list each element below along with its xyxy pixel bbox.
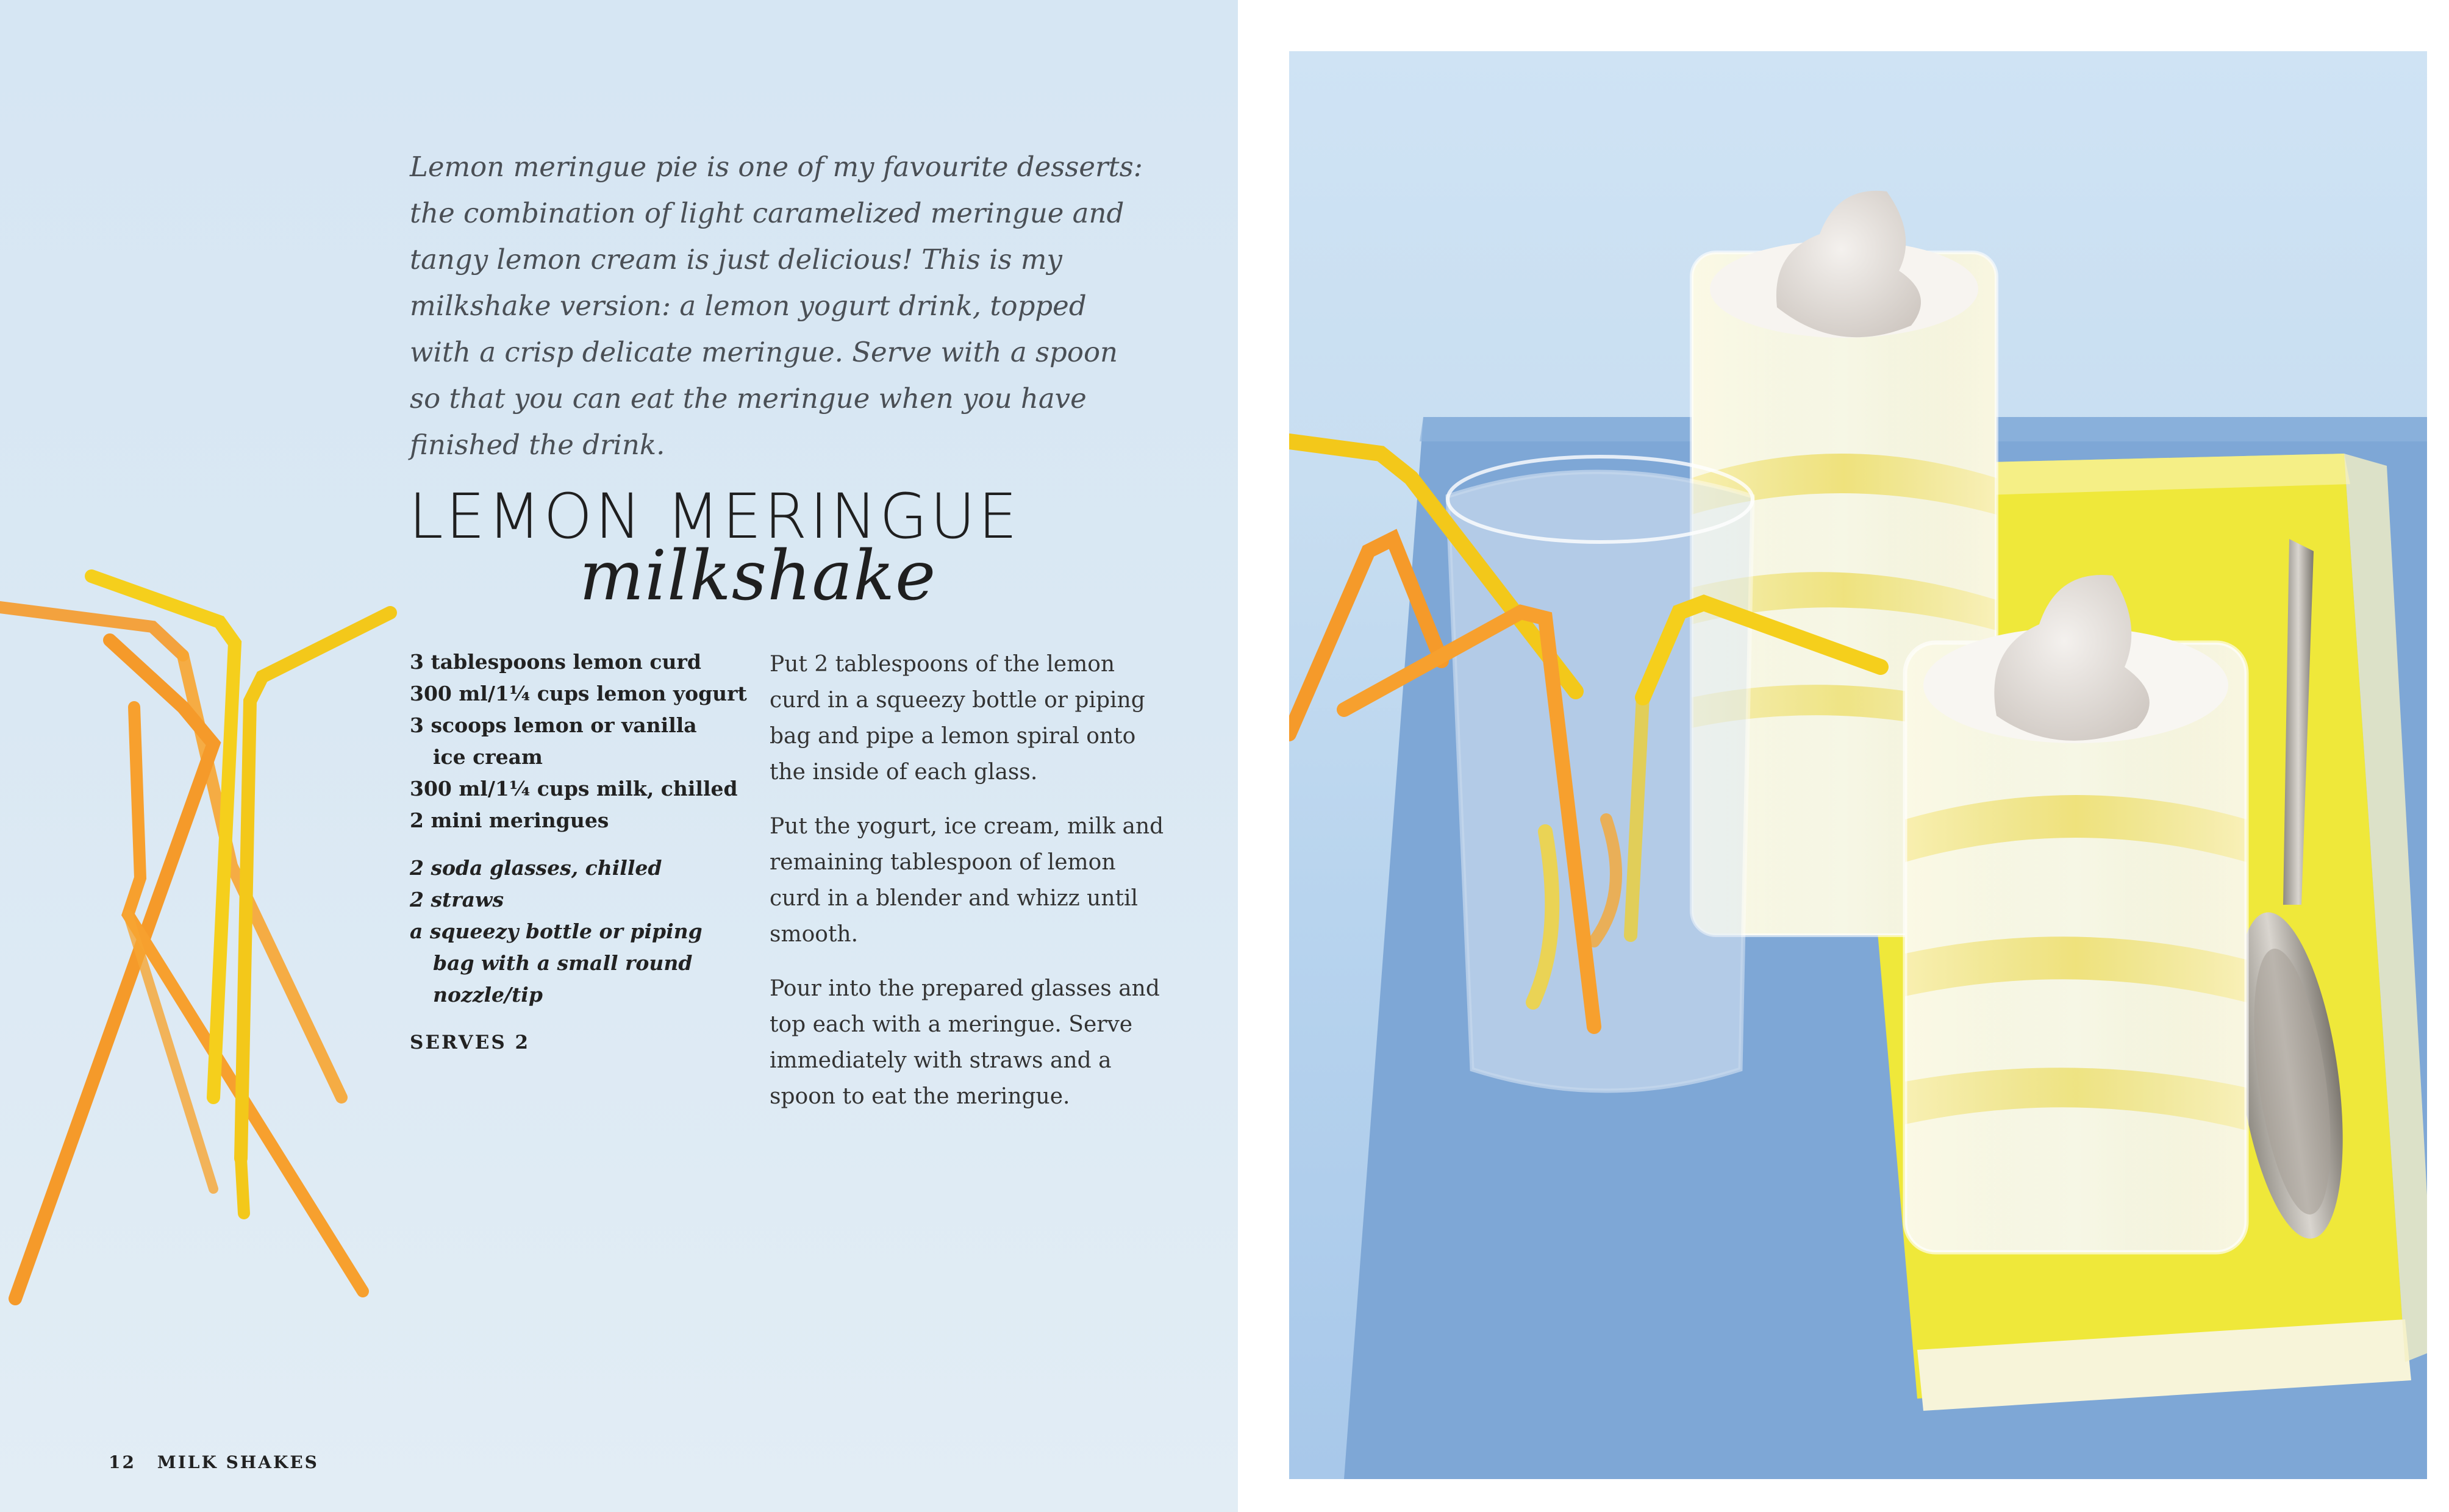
front-glass: [1905, 575, 2247, 1252]
equipment-item: 2 soda glasses, chilled: [410, 856, 662, 880]
ingredient-item: 3 tablespoons lemon curd: [410, 650, 701, 674]
milkshake-photo: [1289, 51, 2427, 1479]
method-step: Put 2 tablespoons of the lemon curd in a squeezy bottle or piping bag and pipe a lemon spiral onto the inside of each glass.: [770, 652, 1145, 785]
page-footer: [109, 1452, 319, 1472]
ingredient-item: 2 mini meringues: [410, 808, 609, 832]
section-name: MILK SHAKES: [157, 1452, 319, 1472]
empty-glass: [1448, 457, 1753, 1091]
method-steps: [770, 646, 1172, 1133]
ingredient-item: ice cream: [433, 745, 543, 769]
straws-illustration: [0, 549, 427, 1341]
serves-label: SERVES 2: [410, 1032, 531, 1054]
equipment-item: bag with a small round: [433, 951, 693, 975]
method-step: Put the yogurt, ice cream, milk and remaining tablespoon of lemon curd in a blender and whizz until smooth.: [770, 814, 1164, 947]
recipe-subtitle: milkshake: [579, 537, 937, 616]
method-step: Pour into the prepared glasses and top each with a meringue. Serve immediately with straws and a spoon to eat the meringue.: [770, 976, 1160, 1109]
equipment-item: nozzle/tip: [433, 983, 543, 1007]
recipe-title: LEMON MERINGUE: [409, 480, 1020, 553]
page-number: 12: [109, 1452, 136, 1472]
ingredient-item: 300 ml/1¼ cups lemon yogurt: [410, 682, 747, 705]
ingredient-item: 300 ml/1¼ cups milk, chilled: [410, 777, 738, 801]
ingredient-item: 3 scoops lemon or vanilla: [410, 713, 697, 737]
photo-illustration: [1289, 51, 2427, 1479]
equipment-item: 2 straws: [410, 888, 504, 911]
equipment-item: a squeezy bottle or piping: [410, 919, 703, 943]
equipment-list: [410, 852, 751, 1011]
intro-paragraph: Lemon meringue pie is one of my favourite desserts: the combination of light caramelized meringue and tangy lemon cream is just delicious! This is my milkshake version: a lemon yogurt drink, topped with a crisp delicate meringue. Serve with a spoon so that you can eat the meringue when you have finished the drink.: [410, 151, 1143, 461]
ingredients-list: [410, 646, 751, 1054]
